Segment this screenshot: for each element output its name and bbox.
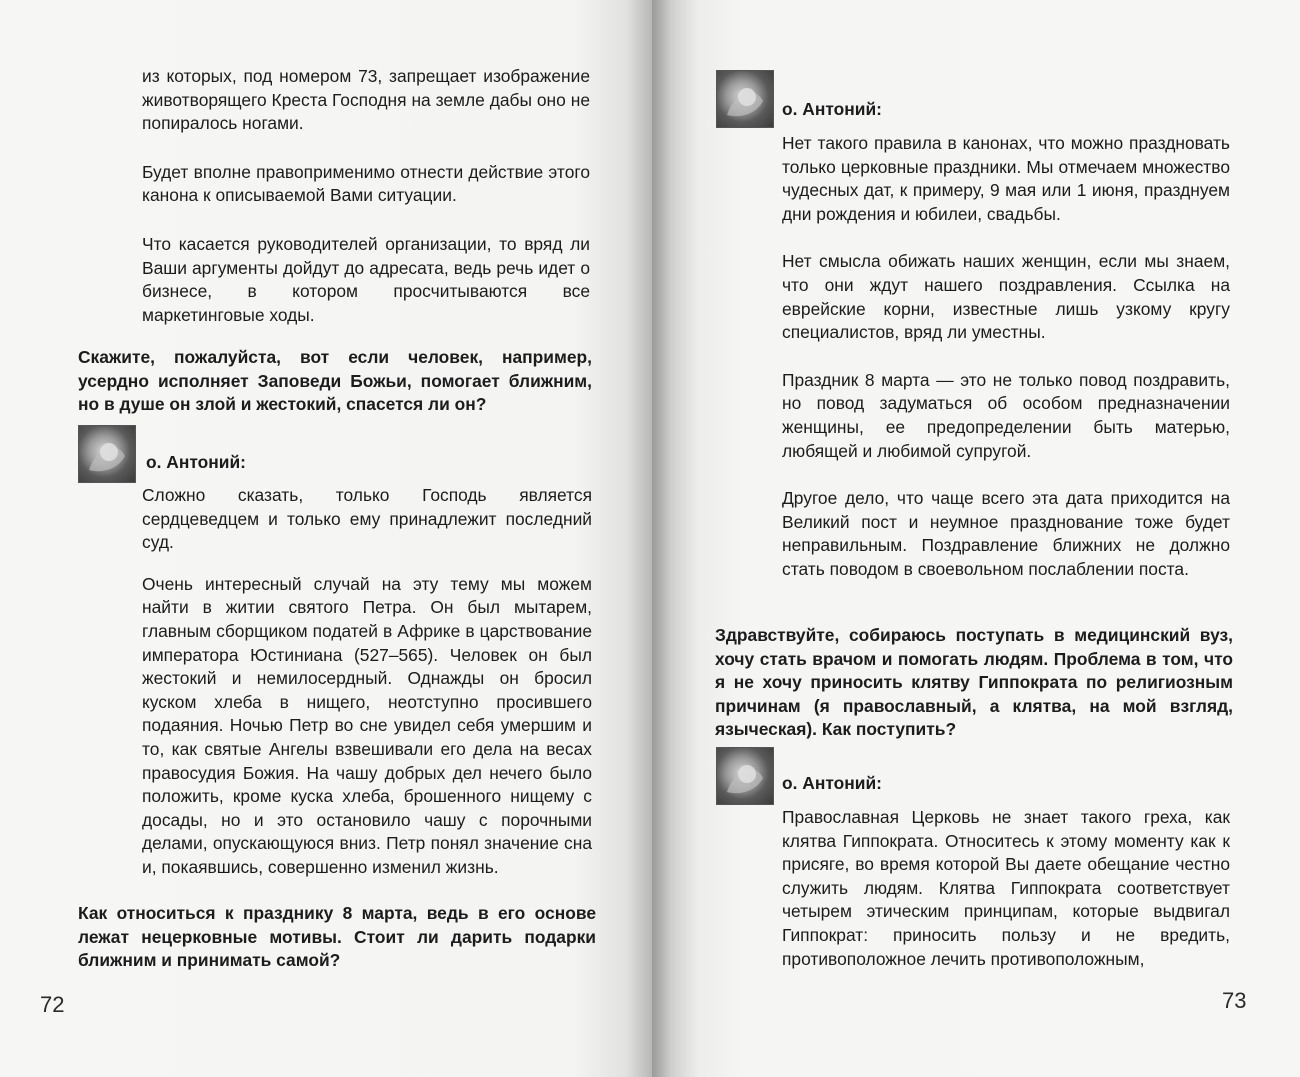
answer-block [142, 484, 592, 880]
paragraph: Что касается руководителей организации, то вряд ли Ваши аргументы дойдут до адресата, ведь речь идет о бизнесе, в котором просчитываются все маркетинговые ходы. [142, 233, 590, 325]
author-photo [716, 747, 774, 805]
paragraph: Сложно сказать, только Господь является сердцеведцем и только ему принадлежит последний суд. [142, 485, 592, 553]
paragraph: Будет вполне правоприменимо отнести действие этого канона к описываемой Вами ситуации. [142, 161, 590, 206]
paragraph: Нет такого правила в канонах, что можно праздновать только церковные праздники. Мы отмечаем множество чудесных дат, к примеру, 9 мая или 1 июня, празднуем дни рождения и юбилеи, свадьбы. [782, 133, 1230, 224]
paragraph: Нет смысла обижать наших женщин, если мы знаем, что они ждут нашего поздравления. Ссылка на еврейские корни, известные лишь узкому кругу специалистов, вряд ли уместны. [782, 251, 1230, 343]
left-top-block [142, 65, 590, 327]
question-block [78, 346, 592, 417]
speaker-label: о. Антоний: [146, 452, 246, 472]
question-block [715, 624, 1233, 742]
paragraph: Праздник 8 марта — это не только повод поздравить, но повод задуматься об особом предназначении женщины, ее предопределении быть матерью, любящей и любимой супругой. [782, 369, 1230, 461]
paragraph: Другое дело, что чаще всего эта дата приходится на Великий пост и неумное празднование тоже будет неправильным. Поздравление ближних не должно стать поводом в своевольном послаблении поста. [782, 488, 1230, 579]
page-number: 72 [40, 992, 65, 1017]
question-text: Здравствуйте, собираюсь поступать в медицинский вуз, хочу стать врачом и помогать людям. Проблема в том, что я не хочу приносить клятву Гиппократа по религиозным причинам (я православный, а клятва, на мой взгляд, языческая). Как поступить? [715, 625, 1233, 740]
page-number: 73 [1222, 988, 1247, 1013]
paragraph: Православная Церковь не знает такого греха, как клятва Гиппократа. Относитесь к этому моменту как к присяге, во время которой Вы даете обещание честно служить людям. Клятва Гиппократа соответствует четырем этическим принципам, которые выдвигал Гиппократ: приносить пользу и не вредить, противоположное лечить противоположным, [782, 807, 1230, 969]
question-block [78, 902, 596, 973]
author-photo [78, 425, 136, 483]
right-page [652, 0, 1300, 1077]
author-photo [716, 70, 774, 128]
speaker-label: о. Антоний: [782, 773, 882, 793]
speaker-label: о. Антоний: [782, 99, 882, 119]
paragraph: из которых, под номером 73, запрещает изображение животворящего Креста Господня на земле дабы оно не попиралось ногами. [142, 66, 590, 134]
answer-block [782, 132, 1230, 582]
question-text: Как относиться к празднику 8 марта, ведь в его основе лежат нецерковные мотивы. Стоит ли дарить подарки ближним и принимать самой? [78, 903, 596, 971]
question-text: Скажите, пожалуйста, вот если человек, например, усердно исполняет Заповеди Божьи, помогает ближним, но в душе он злой и жестокий, спасется ли он? [78, 347, 592, 415]
answer-block [782, 806, 1230, 971]
paragraph: Очень интересный случай на эту тему мы можем найти в житии святого Петра. Он был мытарем, главным сборщиком податей в Африке в царствование императора Юстиниана (527–565). Человек он был жестокий и немилосердный. Однажды он бросил куском хлеба в нищего, неотступно просившего подаяния. Ночью Петр во сне увидел себя умершим и то, как святые Ангелы взвешивали его дела на весах правосудия Божия. На чашу добрых дел нечего было положить, кроме куска хлеба, брошенного нищему с досады, но и это остановило чашу с порочными делами, опускающуюся вниз. Петр понял значение сна и, покаявшись, совершенно изменил жизнь. [142, 573, 592, 877]
